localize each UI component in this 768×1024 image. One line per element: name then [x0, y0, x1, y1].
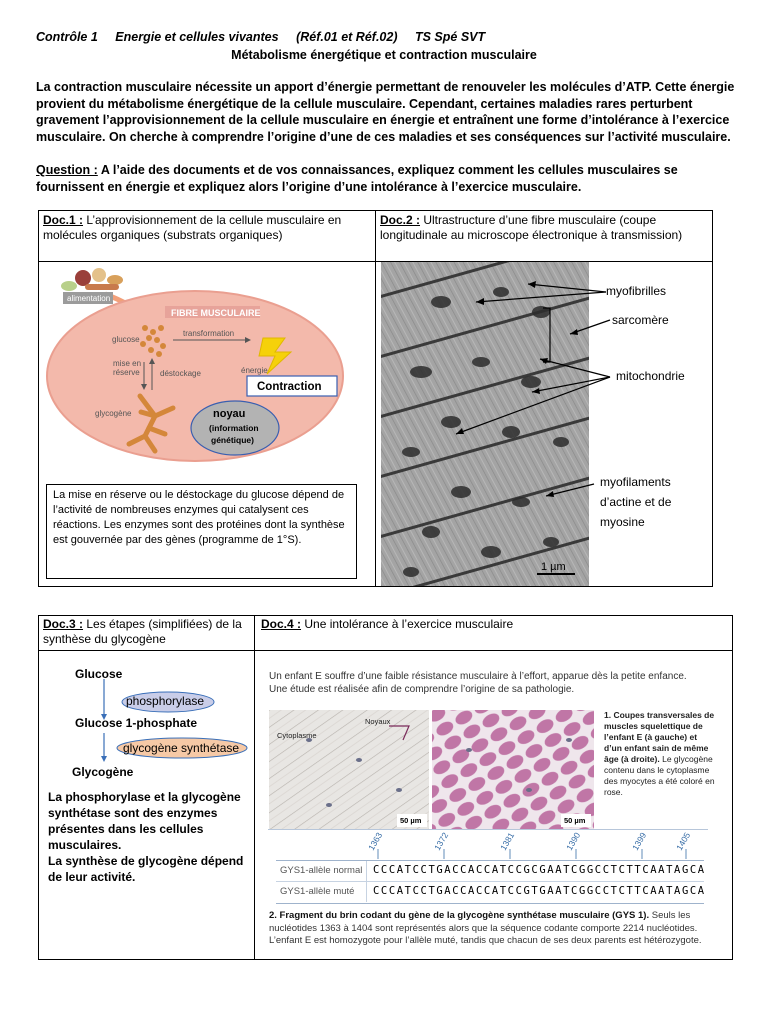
food-illustration [61, 268, 123, 291]
doc4-legend2-text2: L’enfant E est homozygote pour l’allèle muté, tandis que chacun de ses deux parents est hétérozygote. [269, 935, 702, 946]
doc2-label: Doc.2 : [380, 213, 421, 227]
doc3-label: Doc.3 : [43, 617, 84, 631]
destockage-label: déstockage [160, 369, 201, 378]
question-text: A l’aide des documents et de vos connaissances, expliquez comment les cellules musculaires se fournissent en énergie et expliquez alors l’origine d’une intolérance à l’exercice musculaire. [36, 163, 678, 194]
header-classe: TS Spé SVT [414, 30, 486, 44]
label-mitochondrie: mitochondrie [616, 369, 685, 383]
doc4-title-cell [254, 615, 733, 651]
allele-normal-label: GYS1-allèle normal [280, 865, 363, 876]
header-theme: Energie et cellules vivantes [115, 30, 279, 44]
doc3-note-2: La synthèse de glycogène dépend de leur activité. [48, 854, 244, 884]
doc3-note-1: La phosphorylase et la glycogène synthétase sont des enzymes présentes dans les cellules musculaires. [48, 790, 241, 852]
allele-normal-seq: CCCATCCTGACCACCATCCGCGAATCGGCCTCTTCAATAGCA [373, 864, 706, 876]
pos-1372: 1372 [432, 831, 451, 852]
doc4-legend2-title: 2. Fragment du brin codant du gène de la glycogène synthétase musculaire (GYS 1). [269, 910, 650, 921]
seq-row-normal [276, 861, 704, 882]
pathway-phosphorylase: phosphorylase [126, 694, 205, 708]
glucose-label: glucose [112, 335, 140, 344]
header-line [36, 30, 736, 44]
doc4-intro-2: Une étude est réalisée afin de comprendre l’origine de sa pathologie. [269, 684, 575, 695]
label-myofilaments-1: myofilaments [600, 475, 671, 489]
doc2-scale-label: 1 µm [541, 561, 566, 573]
pos-1363: 1363 [366, 831, 385, 852]
pos-1399: 1399 [630, 831, 649, 852]
doc1-title [39, 211, 375, 245]
label-myofilaments [600, 472, 671, 532]
doc2-annotations [380, 262, 712, 586]
noyau-genetique-label: génétique) [211, 435, 254, 445]
intro-paragraph: La contraction musculaire nécessite un apport d’énergie permettant de renouveler les molécules d’ATP. Cette énergie provient du métabolisme énergétique de la cellule musculaire. Cependant, certaines maladies rares perturbent gravement l’approvisionnement de la cellule musculaire en énergie et entraînent une forme d’intolérance à l’exercice musculaire. On cherche à comprendre l’origine d’une de ces maladies et ses conséquences sur l’activité musculaire. [36, 80, 735, 144]
pos-1405: 1405 [674, 831, 693, 852]
doc3-title-cell [38, 615, 255, 651]
pathway-glucose: Glucose [75, 667, 123, 681]
histology-images [269, 710, 594, 830]
cytoplasme-label: Cytoplasme [277, 731, 317, 740]
header-refs: (Réf.01 et Réf.02) [296, 30, 398, 44]
mise-en-label: mise en [113, 359, 142, 368]
label-myofibrilles: myofibrilles [606, 284, 667, 298]
doc4-legend2 [269, 910, 725, 948]
allele-mute-seq: CCCATCCTGACCACCATCCGTGAATCGGCCTCTTCAATAGCA [373, 885, 706, 897]
doc1-note-text: La mise en réserve ou le déstockage du glucose dépend de l’activité de nombreuses enzymes qui catalysent ces réactions. Les enzymes sont des protéines dont la synthèse est gouvernée par des gènes (programme de 1°S). [53, 489, 345, 546]
transformation-label: transformation [183, 329, 235, 338]
doc4-legend1 [604, 710, 716, 798]
pathway-glycogene: Glycogène [72, 765, 134, 779]
doc4-label: Doc.4 : [261, 617, 302, 631]
noyau-info-label: (information [209, 423, 259, 433]
pathway-glycogene-synthetase: glycogène synthétase [123, 741, 240, 755]
doc4-legend1-text: Le glycogène contenu dans le cytoplasme des myocytes a été coloré en rose. [604, 754, 715, 797]
histology-healthy [432, 710, 594, 830]
energie-label: énergie [241, 366, 268, 375]
histology-sick [269, 710, 429, 830]
reserve-label: réserve [113, 368, 140, 377]
pos-1381: 1381 [498, 831, 517, 852]
doc4-intro-1: Un enfant E souffre d’une faible résistance musculaire à l’effort, apparue dès la petite enfance. [269, 671, 687, 682]
doc4-legend2-text1: Seuls les nucléotides 1363 à 1404 sont représentés alors que la séquence codante comporte 2214 nucléotides. [269, 910, 698, 934]
doc2-title-cell [375, 210, 713, 262]
doc4-legend1-title: 1. Coupes transversales de muscles squelettique de l’enfant E (à gauche) et d’un enfant sain de même âge (à droite). [604, 710, 715, 764]
fibre-label: FIBRE MUSCULAIRE [171, 308, 261, 318]
label-myofilaments-2: d’actine et de [600, 495, 672, 509]
header-controle: Contrôle 1 [36, 30, 98, 44]
alimentation-label: alimentation [67, 294, 111, 303]
scale-left-label: 50 µm [400, 816, 422, 825]
glycogene-label: glycogène [95, 409, 132, 418]
label-myofilaments-3: myosine [600, 515, 645, 529]
question-label: Question : [36, 163, 98, 177]
doc1-note [46, 484, 357, 579]
pos-1390: 1390 [564, 831, 583, 852]
seq-top-rule [268, 829, 708, 830]
doc1-title-cell [38, 210, 376, 262]
doc2-title [376, 211, 712, 245]
question-paragraph [36, 162, 736, 195]
sequence-positions [268, 831, 713, 859]
allele-mute-label: GYS1-allèle muté [280, 886, 355, 897]
doc1-label: Doc.1 : [43, 213, 84, 227]
seq-row-mute [276, 882, 704, 902]
doc3-title-text: Les étapes (simplifiées) de la synthèse du glycogène [43, 617, 242, 646]
doc1-title-text: L’approvisionnement de la cellule musculaire en molécules organiques (substrats organiques) [43, 213, 342, 242]
noyaux-label: Noyaux [365, 717, 391, 726]
doc1-diagram [45, 266, 345, 476]
doc4-title [255, 616, 732, 633]
noyau-label: noyau [213, 408, 246, 420]
doc4-title-text: Une intolérance à l’exercice musculaire [301, 617, 514, 631]
contraction-label: Contraction [257, 381, 322, 393]
doc3-title [39, 616, 254, 648]
doc3-notes [48, 789, 248, 885]
sequence-table [276, 860, 704, 904]
scale-right-label: 50 µm [564, 816, 586, 825]
doc4-intro [269, 670, 719, 696]
page-subtitle: Métabolisme énergétique et contraction musculaire [231, 48, 537, 62]
pathway-glucose-1-phosphate: Glucose 1-phosphate [75, 716, 198, 730]
doc2-title-text: Ultrastructure d’une fibre musculaire (coupe longitudinale au microscope électronique à transmission) [380, 213, 683, 242]
label-sarcomere: sarcomère [612, 313, 669, 327]
